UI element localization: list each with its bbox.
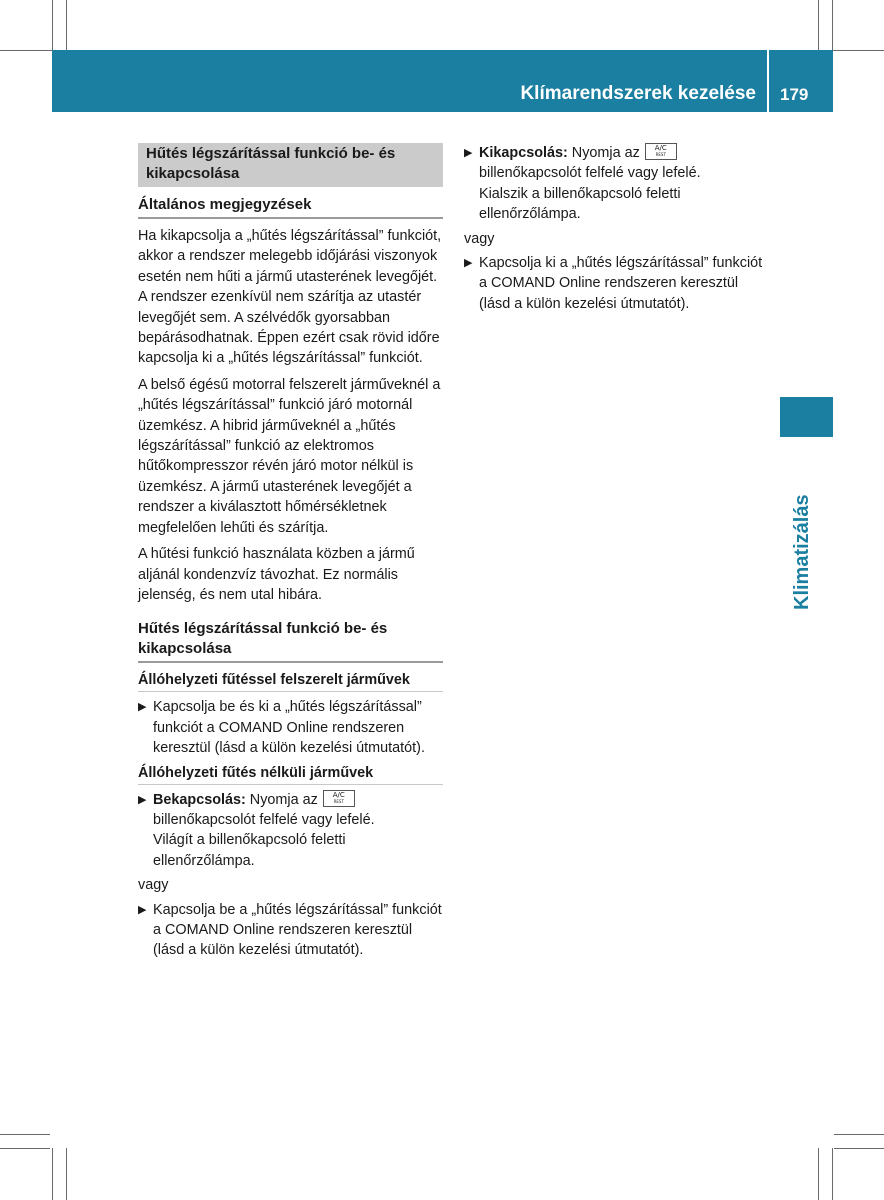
crop-mark	[66, 0, 67, 50]
step-arrow-icon: ▶	[464, 257, 473, 270]
instruction-step: ▶ Kapcsolja be és ki a „hűtés légszárítással” funkciót a COMAND Online rendszeren keresztül (lásd a külön kezelési útmutatót).	[138, 699, 425, 757]
crop-mark	[833, 50, 884, 51]
step-label: Bekapcsolás:	[153, 791, 246, 808]
instruction-step: ▶ Kapcsolja ki a „hűtés légszárítással” funkciót a COMAND Online rendszeren keresztül (lásd a külön kezelési útmutatót).	[464, 255, 763, 312]
crop-mark	[66, 1148, 67, 1200]
right-column	[464, 143, 769, 318]
crop-mark	[52, 0, 53, 50]
general-notes-heading: Általános megjegyzések	[138, 195, 443, 219]
step-result: Világít a billenőkapcsoló feletti ellenőrzőlámpa.	[153, 832, 346, 869]
or-text: vagy	[464, 230, 495, 247]
crop-mark	[0, 1148, 50, 1149]
chapter-label: Klimatizálás	[791, 494, 813, 610]
step-arrow-icon: ▶	[138, 793, 147, 806]
crop-mark	[52, 1148, 53, 1200]
instruction-step: ▶ Kikapcsolás: Nyomja az A/C REST billenőkapcsolót felfelé vagy lefelé. Kialszik a billenőkapcsoló feletti ellenőrzőlámpa.	[464, 144, 701, 223]
crop-mark	[0, 50, 52, 51]
instruction-step: ▶ Kapcsolja be a „hűtés légszárítással” funkciót a COMAND Online rendszeren keresztül (lásd a külön kezelési útmutatót).	[138, 901, 442, 959]
step-arrow-icon: ▶	[138, 903, 147, 916]
page-title: Klímarendszerek kezelése	[520, 83, 756, 104]
crop-mark	[834, 1148, 884, 1149]
step-result: Kialszik a billenőkapcsoló feletti ellenőrzőlámpa.	[479, 185, 681, 223]
subsection-heading: Állóhelyzeti fűtés nélküli járművek	[138, 763, 443, 785]
crop-mark	[818, 1148, 819, 1200]
ac-button-icon: A/C REST	[323, 790, 355, 807]
crop-mark	[818, 0, 819, 50]
paragraph: Ha kikapcsolja a „hűtés légszárítással” funkciót, akkor a rendszer melegebb időjárási viszonyok esetén nem hűti a jármű utasterének levegőjét. A rendszer ezenkívül nem szárítja az utastér levegőjét sem. A szélvédők gyorsabban bepárásodhatnak. Éppen ezért csak rövid időre kapcsolja ki a „hűtés légszárítással” funkciót.	[138, 228, 442, 367]
paragraph: A belső égésű motorral felszerelt járműveknél a „hűtés légszárítással” funkció járó motornál üzemkész. A hibrid járműveknél a „hűtés légszárítással” funkció az elektromos hűtőkompresszor révén járó motor nélkül is üzemkész. A jármű utasterének levegőjét a rendszer a kiválasztott hőmérsékletnek megfelelően lehűti és szárítja.	[138, 376, 441, 536]
crop-mark	[834, 1134, 884, 1135]
crop-mark	[832, 1148, 833, 1200]
step-arrow-icon: ▶	[464, 147, 473, 159]
header-divider	[767, 50, 769, 112]
chapter-tab	[780, 397, 833, 437]
crop-mark	[0, 1134, 50, 1135]
box-heading: Hűtés légszárítással funkció be- és kikapcsolása	[138, 143, 443, 187]
left-column	[138, 143, 443, 965]
page-number: 179	[780, 85, 809, 104]
or-text: vagy	[138, 877, 169, 894]
paragraph: A hűtési funkció használata közben a jármű aljánál kondenzvíz távozhat. Ez normális jelenség, és nem utal hibára.	[138, 546, 415, 603]
step-arrow-icon: ▶	[138, 701, 147, 714]
section-heading: Hűtés légszárítással funkció be- és kikapcsolása	[138, 619, 443, 663]
crop-mark	[832, 0, 833, 50]
subsection-heading: Állóhelyzeti fűtéssel felszerelt járművek	[138, 670, 443, 692]
instruction-step: ▶ Bekapcsolás: Nyomja az A/C REST billenőkapcsolót felfelé vagy lefelé. Világít a billenőkapcsoló feletti ellenőrzőlámpa.	[138, 790, 375, 869]
step-label: Kikapcsolás:	[479, 145, 568, 161]
ac-button-icon: A/C REST	[645, 143, 677, 160]
